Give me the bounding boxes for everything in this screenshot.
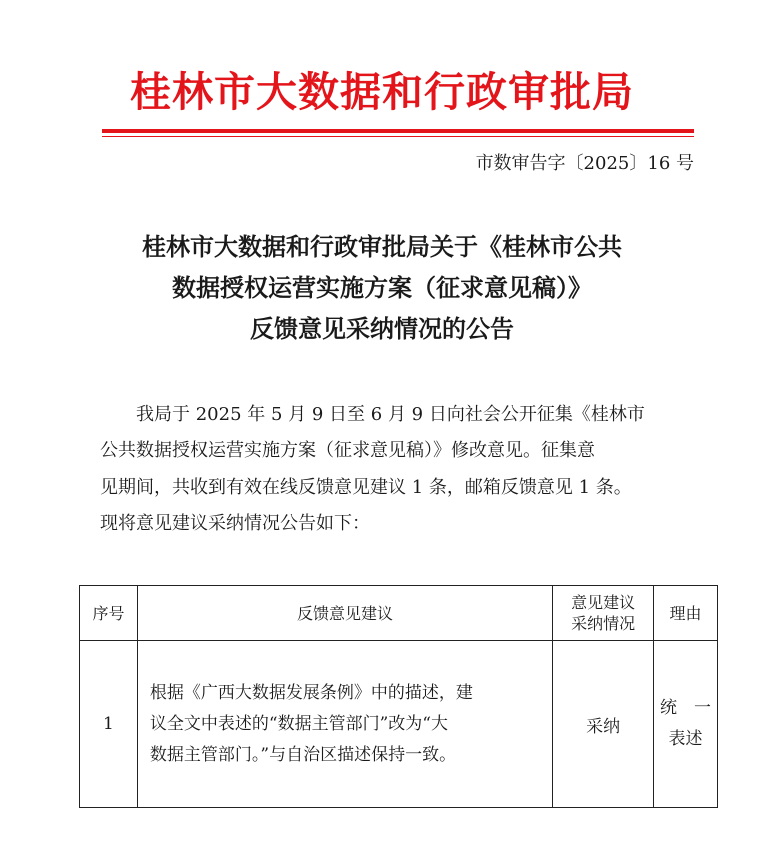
body-line: 现将意见建议采纳情况公告如下：	[100, 512, 370, 534]
feedback-table	[79, 585, 718, 808]
cell-seq: 1	[80, 641, 138, 808]
title-line: 反馈意见采纳情况的公告	[250, 314, 514, 343]
cell-adoption: 采纳	[553, 641, 654, 808]
body-line: 公共数据授权运营实施方案（征求意见稿）》修改意见。征集意	[100, 440, 595, 462]
cell-reason	[654, 641, 718, 808]
title-line: 数据授权运营实施方案（征求意见稿）》	[172, 273, 592, 302]
header-adoption	[553, 586, 654, 641]
reason-line: 表述	[668, 729, 703, 749]
org-letterhead-title: 桂林市大数据和行政审批局	[130, 68, 634, 116]
body-line: 我局于 2025 年 5 月 9 日至 6 月 9 日向社会公开征集《桂林市	[136, 404, 645, 425]
header-adoption-line: 采纳情况	[571, 614, 636, 633]
header-suggestion: 反馈意见建议	[137, 586, 552, 641]
header-adoption-line: 意见建议	[571, 593, 636, 612]
body-paragraph	[100, 397, 698, 542]
document-number: 市数审告字〔2025〕16 号	[475, 153, 694, 174]
letterhead-divider-thin	[102, 136, 694, 137]
letterhead-divider-thick	[102, 129, 694, 133]
title-line: 桂林市大数据和行政审批局关于《桂林市公共	[142, 232, 622, 261]
body-line: 见期间，共收到有效在线反馈意见建议 1 条，邮箱反馈意见 1 条。	[100, 476, 632, 498]
table-row	[80, 641, 718, 808]
suggestion-line: 议全文中表述的“数据主管部门”改为“大	[149, 713, 448, 734]
suggestion-line: 根据《广西大数据发展条例》中的描述，建	[149, 682, 473, 703]
header-reason: 理由	[654, 586, 718, 641]
document-title	[0, 226, 764, 349]
table-header-row	[80, 586, 718, 641]
reason-line: 统 一	[660, 698, 712, 718]
suggestion-line: 数据主管部门。”与自治区描述保持一致。	[149, 744, 457, 765]
cell-suggestion	[137, 641, 552, 808]
header-seq: 序号	[80, 586, 138, 641]
